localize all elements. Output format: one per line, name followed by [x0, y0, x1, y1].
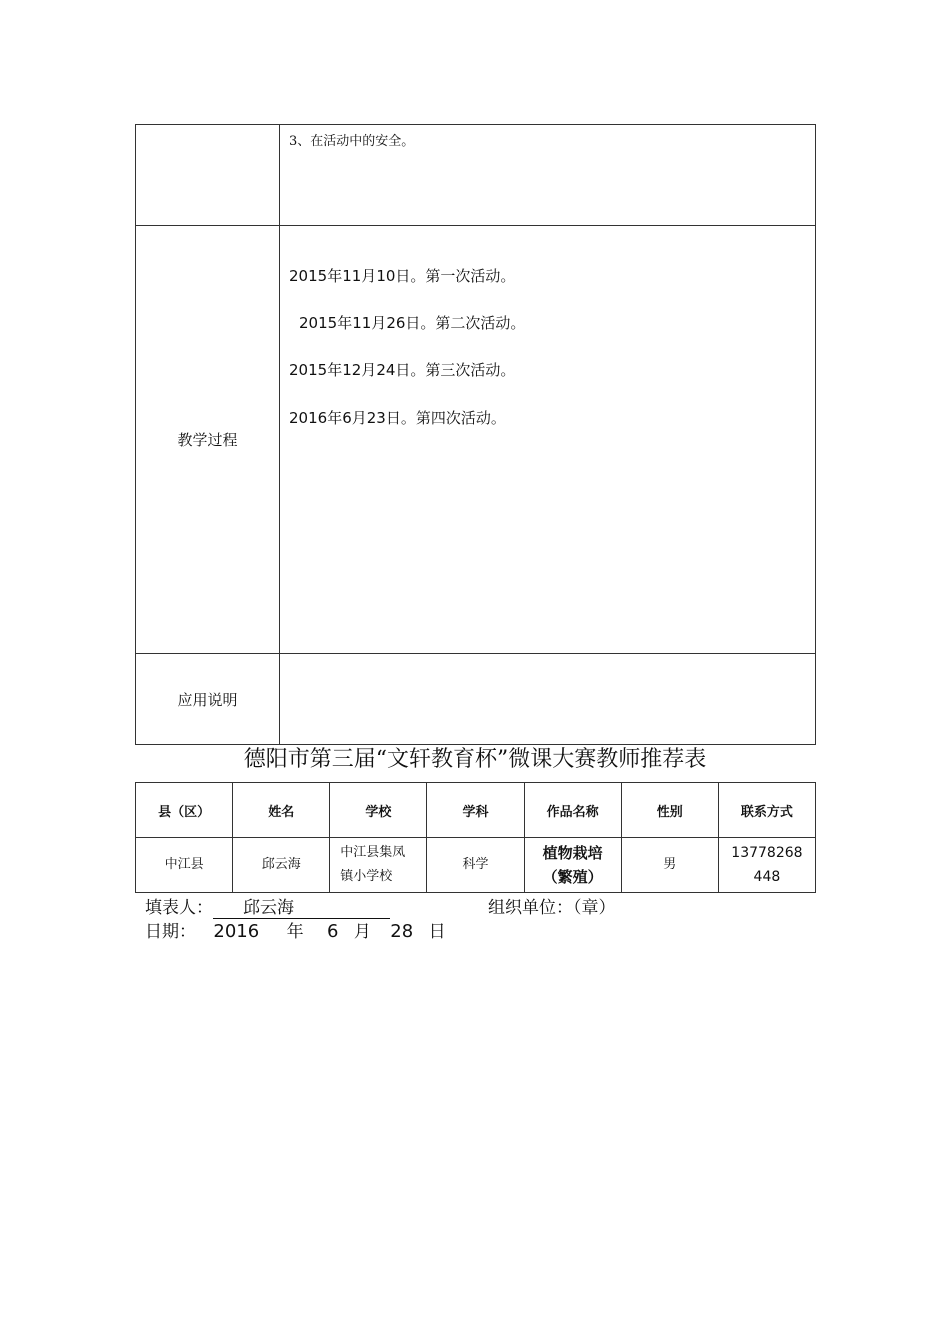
cell-county: 中江县: [136, 838, 233, 893]
work-line: 植物栽培: [542, 844, 603, 862]
date-day: 28: [390, 921, 414, 942]
date-month: 6: [327, 921, 339, 942]
header-name: 姓名: [233, 783, 330, 838]
header-contact: 联系方式: [718, 783, 815, 838]
header-school: 学校: [330, 783, 427, 838]
school-line: 中江县集凤: [340, 845, 406, 860]
cell-name: 邱云海: [233, 838, 330, 893]
process-label: 教学过程: [177, 431, 238, 449]
filler-name: 邱云海: [243, 898, 294, 918]
recommendation-table: [135, 782, 816, 893]
header-subject: 学科: [427, 783, 524, 838]
header-gender: 性别: [621, 783, 718, 838]
filler-label: 填表人：: [145, 898, 213, 918]
safety-item: 3、在活动中的安全。: [289, 134, 415, 149]
underline: [213, 898, 243, 919]
year-unit: 年: [286, 922, 304, 942]
cell-work-title: [524, 838, 621, 893]
school-line: 镇小学校: [340, 869, 393, 884]
cell-contact: [718, 838, 815, 893]
contact-line: 448: [753, 869, 781, 885]
process-item: 2016年6月23日。第四次活动。: [289, 409, 506, 427]
cell-gender: 男: [621, 838, 718, 893]
day-unit: 日: [428, 922, 446, 942]
header-county: 县（区）: [136, 783, 233, 838]
work-line: （繁殖）: [542, 868, 603, 886]
organization-label: 组织单位：（章）: [488, 898, 616, 918]
application-label: 应用说明: [177, 691, 238, 709]
row-divider: [136, 653, 815, 654]
cell-subject: 科学: [427, 838, 524, 893]
process-item: 2015年11月26日。第二次活动。: [299, 314, 526, 332]
date-line: [145, 917, 446, 942]
date-label: 日期：: [145, 922, 196, 942]
filler-line: [145, 893, 390, 919]
cell-school: [330, 838, 427, 893]
header-work-title: 作品名称: [524, 783, 621, 838]
month-unit: 月: [353, 922, 371, 942]
table-row: [136, 838, 816, 893]
row-divider: [136, 225, 815, 226]
table-header-row: [136, 783, 816, 838]
form-title: 德阳市第三届“文轩教育杯”微课大赛教师推荐表: [243, 747, 707, 772]
process-item: 2015年11月10日。第一次活动。: [289, 267, 516, 285]
contact-line: 13778268: [731, 845, 803, 861]
column-divider: [279, 125, 280, 744]
process-item: 2015年12月24日。第三次活动。: [289, 361, 516, 379]
underline: [294, 898, 390, 919]
date-year: 2016: [213, 921, 260, 942]
